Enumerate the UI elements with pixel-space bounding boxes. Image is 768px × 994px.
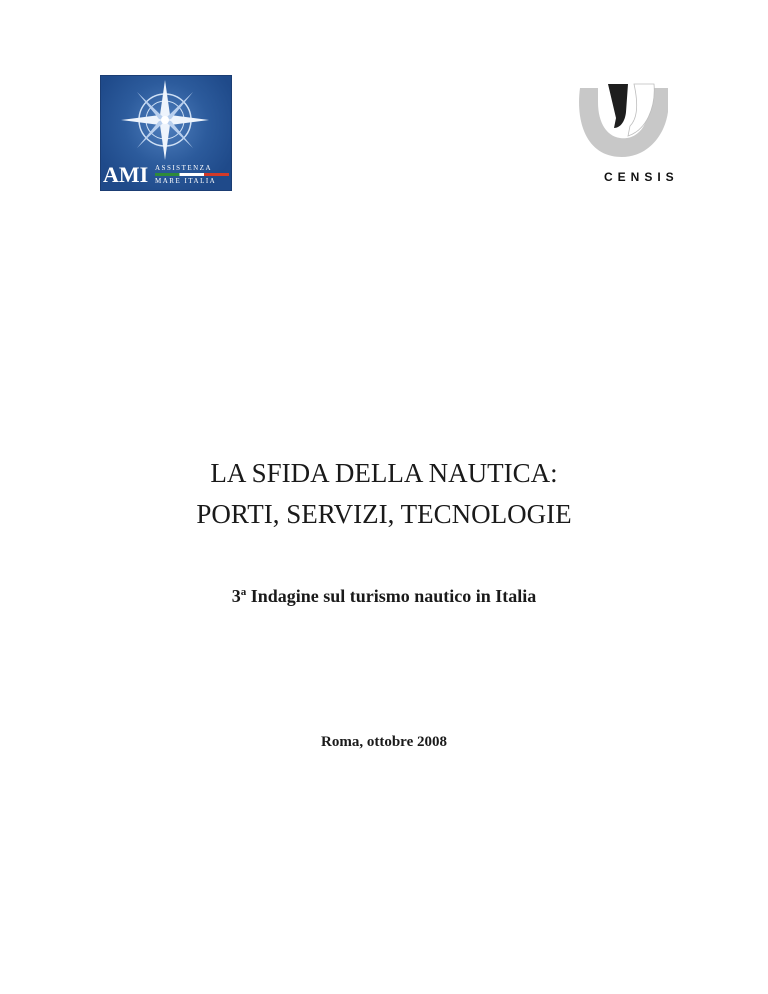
ami-logo-line1: ASSISTENZA xyxy=(155,164,213,172)
document-date: Roma, ottobre 2008 xyxy=(321,734,447,750)
ami-logo xyxy=(100,75,232,191)
document-title-line1: LA SFIDA DELLA NAUTICA: xyxy=(210,458,558,488)
italian-flag-stripe xyxy=(155,173,229,176)
compass-rose-icon xyxy=(115,78,215,164)
ami-logo-word: AMI xyxy=(103,162,149,187)
document-subtitle xyxy=(0,586,768,607)
subtitle-number: 3 xyxy=(231,586,241,606)
subtitle-superscript: a xyxy=(240,586,247,598)
document-title-line2: PORTI, SERVIZI, TECNOLOGIE xyxy=(196,499,572,529)
censis-logo-word: CENSIS xyxy=(604,170,679,184)
ami-logo-line2: MARE ITALIA xyxy=(155,177,217,185)
subtitle-text: Indagine sul turismo nautico in Italia xyxy=(246,586,537,606)
